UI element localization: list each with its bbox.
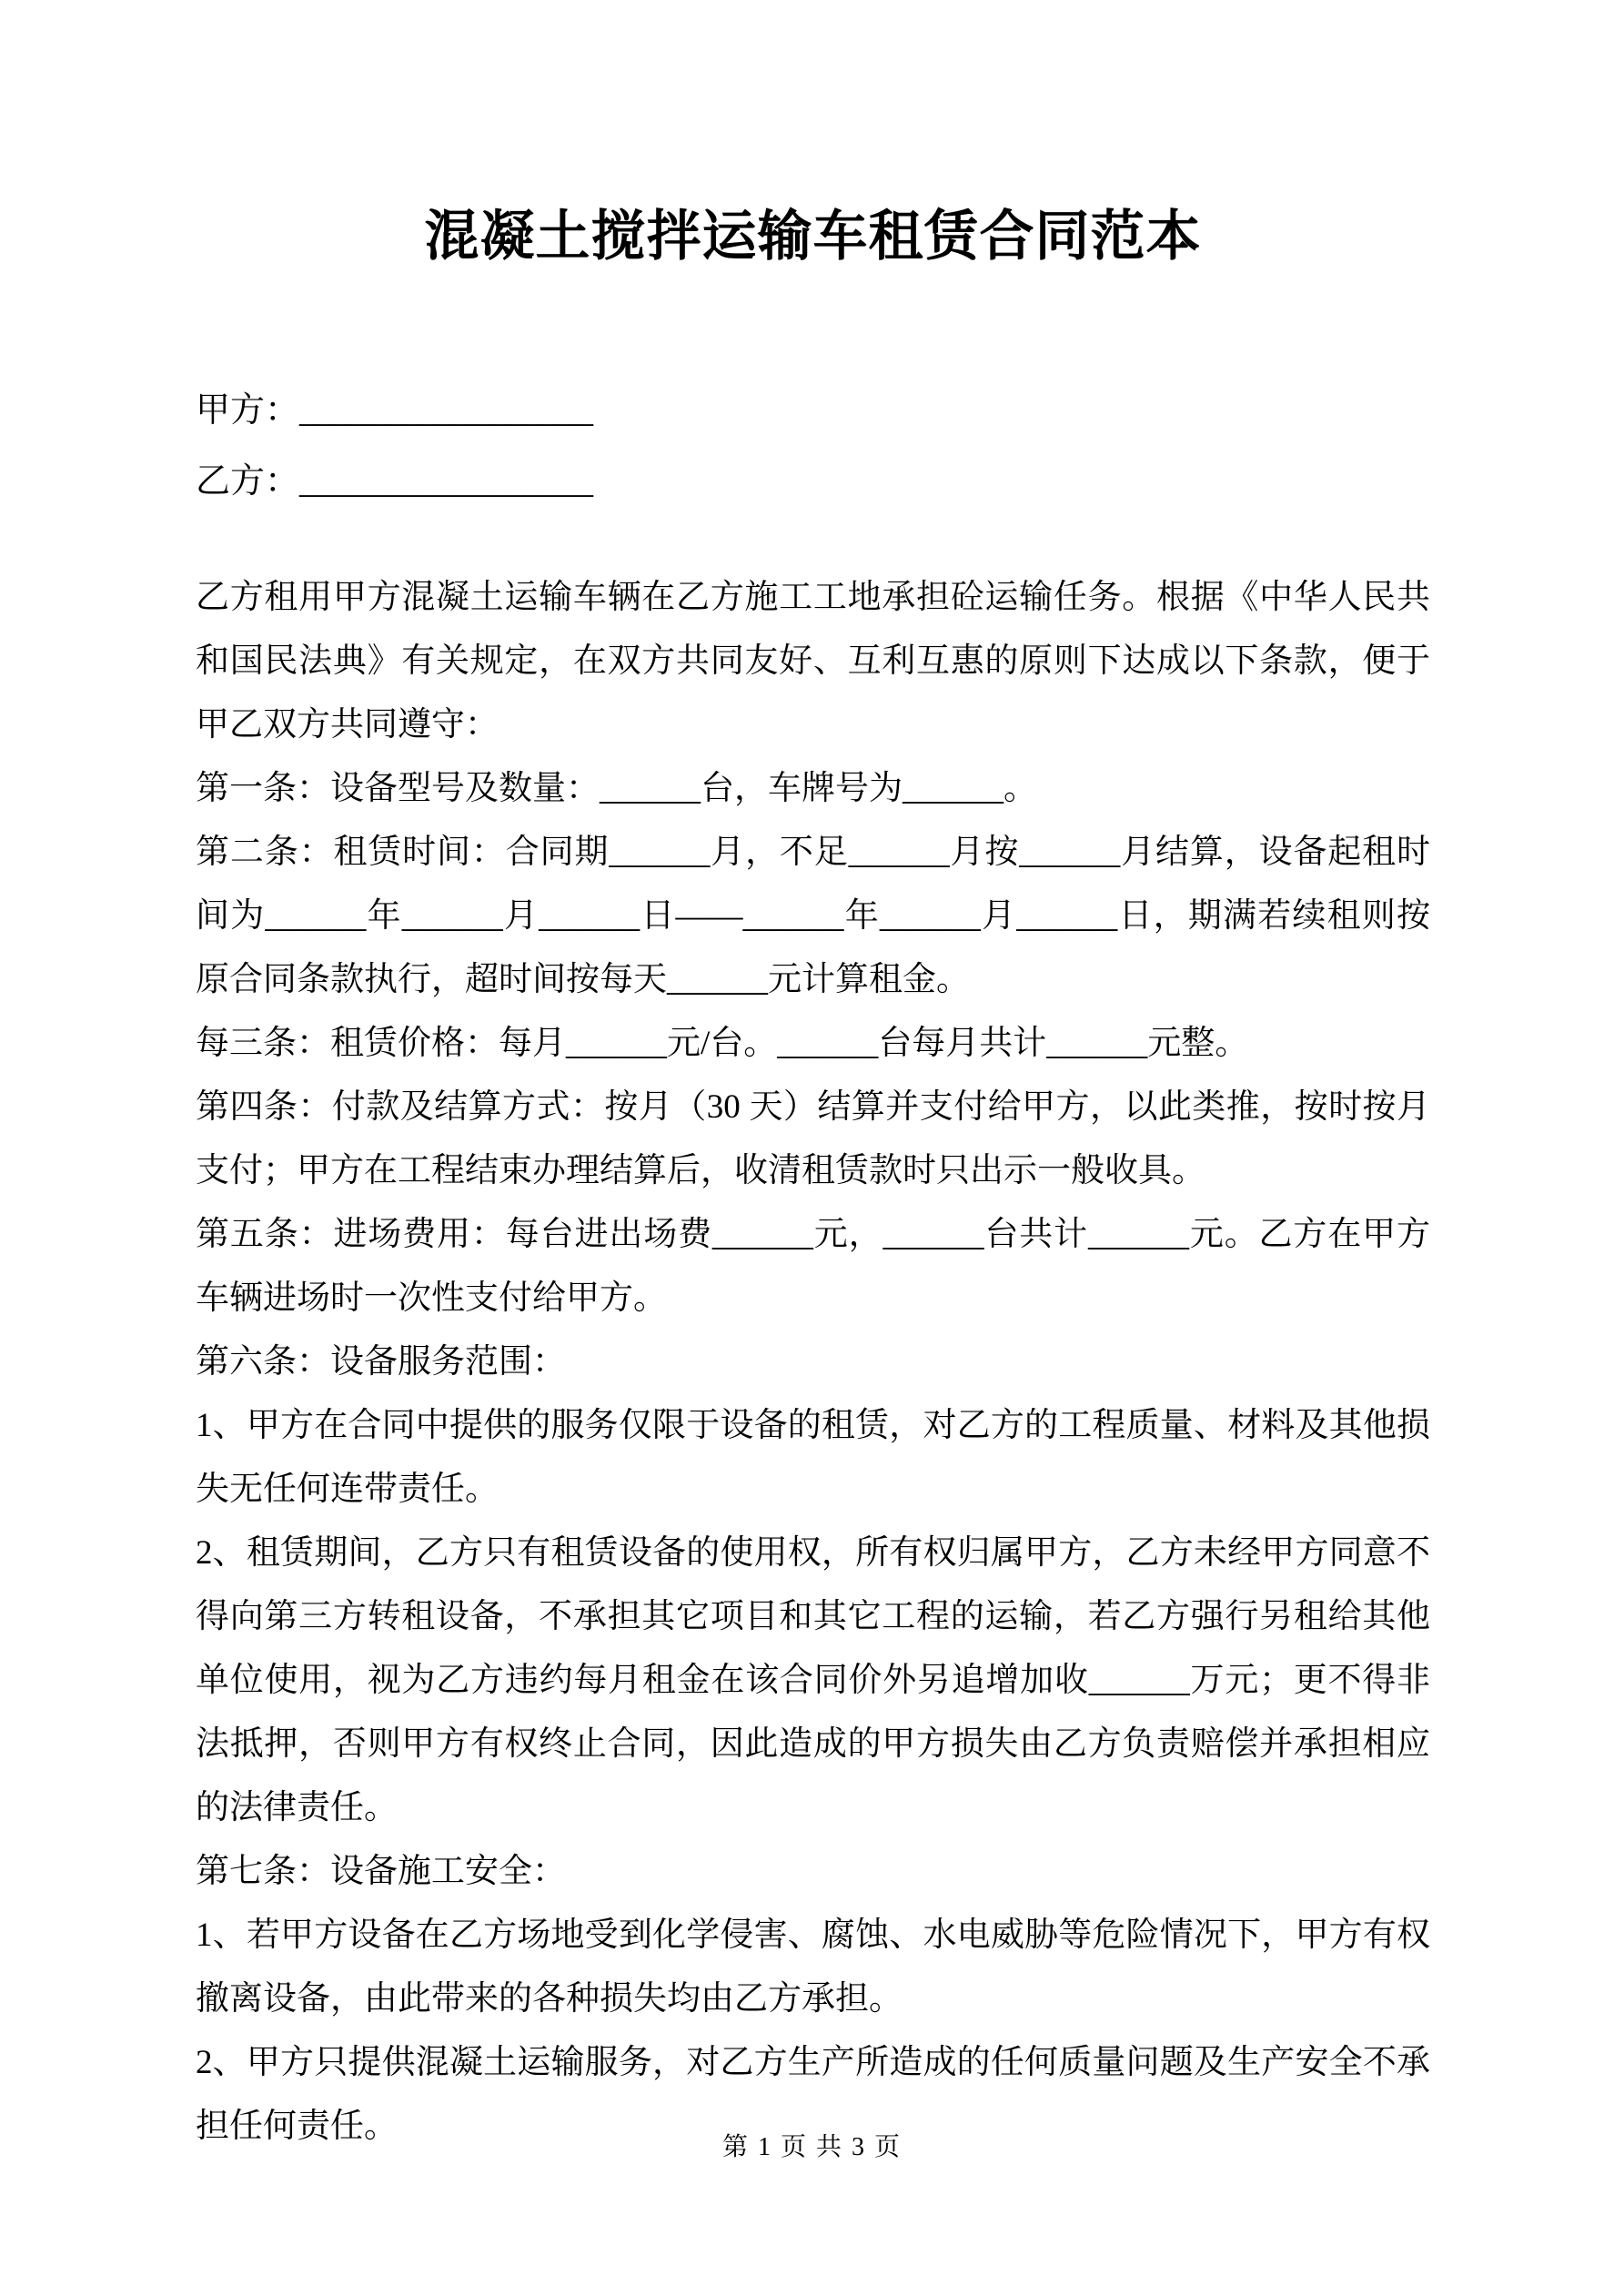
clause-paragraph: 每三条：租赁价格：每月______元/台。______台每月共计______元整。 — [196, 1025, 1249, 1062]
clause-paragraph: 第二条：租赁时间：合同期______月，不足______月按______月结算，设备起租时间为______年______月______日——______年______月______日，期满若续租则按原合同条款执行，超时间按每天______元计算租金。 — [196, 834, 1430, 998]
party-a-line — [196, 375, 1430, 446]
clause-paragraph: 第七条：设备施工安全： — [196, 1853, 566, 1890]
party-b-blank: _________________ — [299, 462, 594, 501]
clause-paragraph: 第六条：设备服务范围： — [196, 1343, 566, 1381]
party-b-line — [196, 446, 1430, 517]
clause-paragraph: 第五条：进场费用：每台进出场费______元，______台共计______元。乙方在甲方车辆进场时一次性支付给甲方。 — [196, 1216, 1430, 1317]
parties-section — [196, 375, 1430, 517]
clause-paragraph: 1、甲方在合同中提供的服务仅限于设备的租赁，对乙方的工程质量、材料及其他损失无任何连带责任。 — [196, 1407, 1430, 1508]
party-a-label: 甲方： — [196, 391, 300, 430]
document-title: 混凝土搅拌运输车租赁合同范本 — [424, 207, 1202, 267]
clause-paragraph: 2、租赁期间，乙方只有租赁设备的使用权，所有权归属甲方，乙方未经甲方同意不得向第三方转租设备，不承担其它项目和其它工程的运输，若乙方强行另租给其他单位使用，视为乙方违约每月租金在该合同价外另追增加收______万元；更不得非法抵押，否则甲方有权终止合同，因此造成的甲方损失由乙方负责赔偿并承担相应的法律责任。 — [196, 1534, 1430, 1826]
contract-body — [196, 566, 1430, 2159]
clause-paragraph: 第一条：设备型号及数量：______台，车牌号为______。 — [196, 770, 1037, 807]
intro-paragraph: 乙方租用甲方混凝土运输车辆在乙方施工工地承担砼运输任务。根据《中华人民共和国民法典》有关规定，在双方共同友好、互利互惠的原则下达成以下条款，便于甲乙双方共同遵守： — [196, 579, 1430, 743]
page-number: 第 1 页 共 3 页 — [721, 2133, 902, 2161]
clause-paragraph: 2、甲方只提供混凝土运输服务，对乙方生产所造成的任何质量问题及生产安全不承担任何责任。 — [196, 2044, 1430, 2145]
party-a-blank: _________________ — [299, 391, 594, 430]
clause-paragraph: 第四条：付款及结算方式：按月（30 天）结算并支付给甲方，以此类推，按时按月支付；甲方在工程结束办理结算后，收清租赁款时只出示一般收具。 — [196, 1088, 1430, 1189]
clause-paragraph: 1、若甲方设备在乙方场地受到化学侵害、腐蚀、水电威胁等危险情况下，甲方有权撤离设备，由此带来的各种损失均由乙方承担。 — [196, 1917, 1430, 2018]
party-b-label: 乙方： — [196, 462, 300, 501]
